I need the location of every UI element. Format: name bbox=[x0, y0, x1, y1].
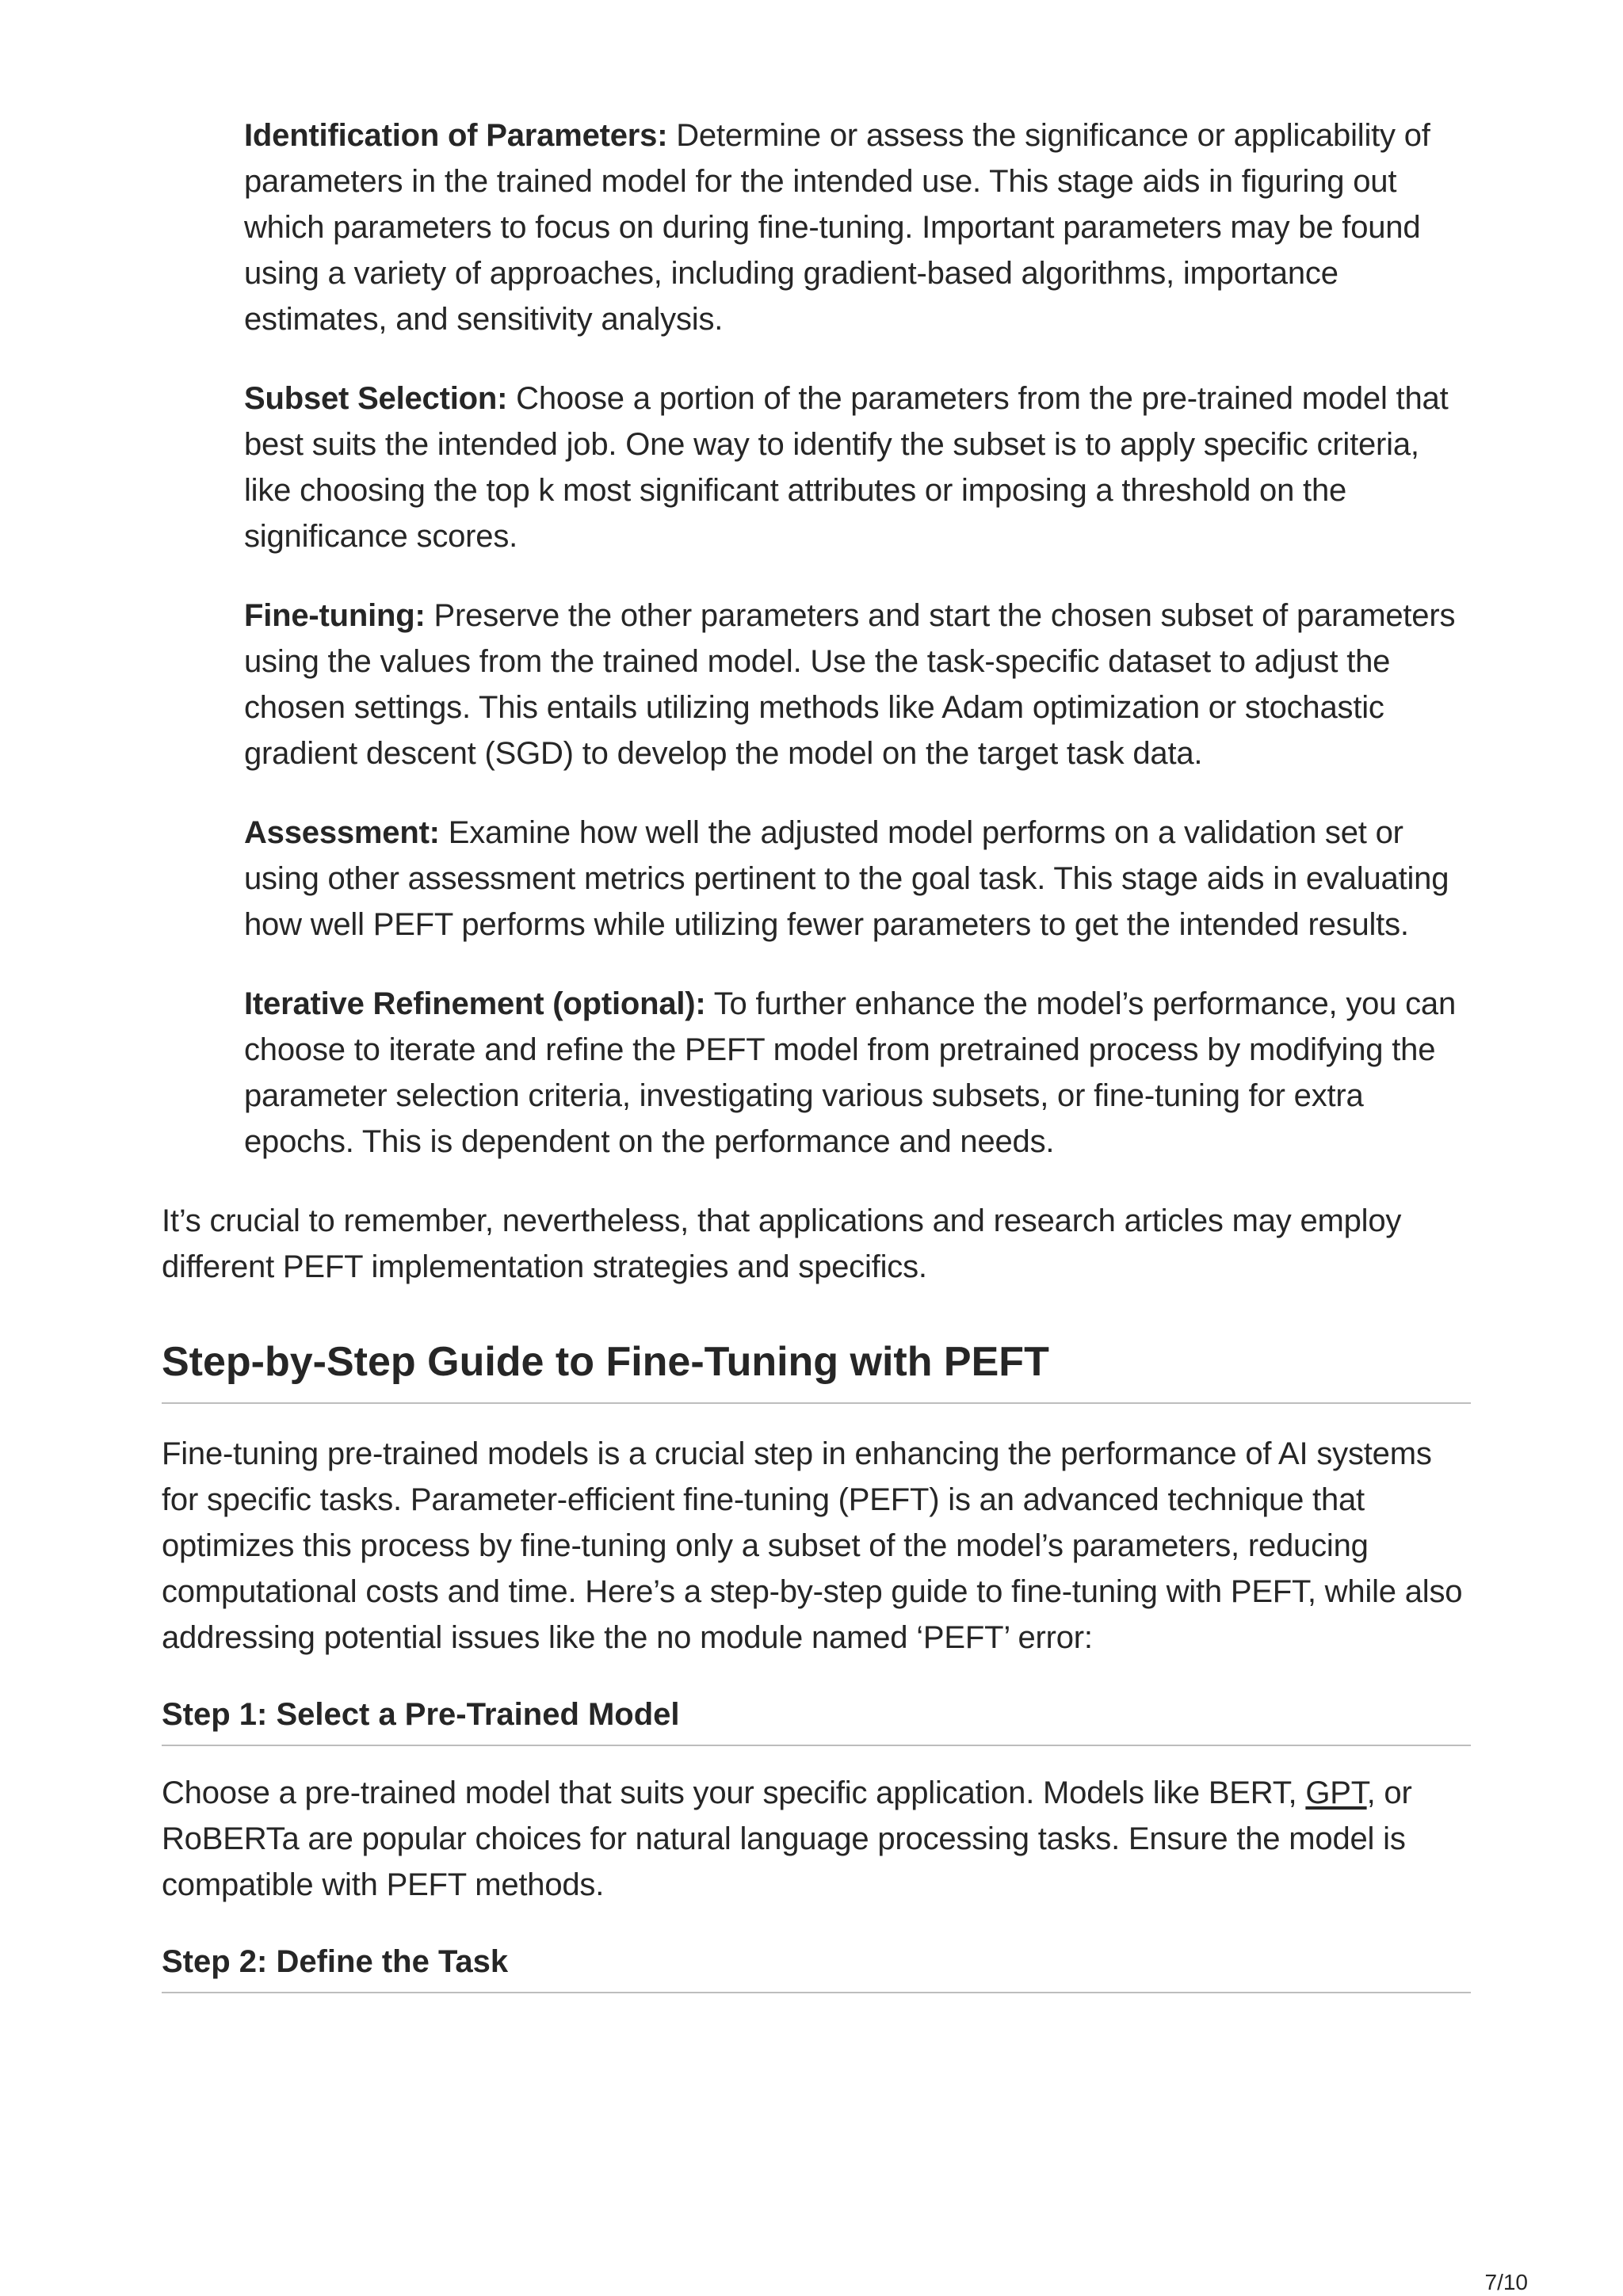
list-item-text: To further enhance the model’s performance, you can choose to iterate and refine the PEFT model from pretrained process by modifying the parameter selection criteria, investigating various subsets, or fine-tuning for extra epochs. This is dependent on the performance and needs. bbox=[244, 986, 1457, 1159]
list-item-term: Assessment: bbox=[244, 815, 440, 850]
list-item-text: Preserve the other parameters and start the chosen subset of parameters using the values from the trained model. Use the task-specific dataset to adjust the chosen settings. This entails utilizing methods like Adam optimization or stochastic gradient descent (SGD) to develop the model on the target task data. bbox=[244, 598, 1456, 771]
note-paragraph: It’s crucial to remember, nevertheless, that applications and research articles may employ different PEFT implementation strategies and specifics. bbox=[162, 1203, 1402, 1284]
list-item bbox=[244, 376, 1471, 559]
list-item-term: Subset Selection: bbox=[244, 381, 508, 416]
list-item-term: Fine-tuning: bbox=[244, 598, 426, 633]
step-2-heading: Step 2: Define the Task bbox=[162, 1941, 1471, 1993]
step-1-heading: Step 1: Select a Pre-Trained Model bbox=[162, 1694, 1471, 1746]
step-1-text-after-link: , or RoBERTa are popular choices for natural language processing tasks. Ensure the model is compatible with PEFT methods. bbox=[162, 1775, 1412, 1902]
list-item-text: Examine how well the adjusted model performs on a validation set or using other assessment metrics pertinent to the goal task. This stage aids in evaluating how well PEFT performs while utilizing fewer parameters to get the intended results. bbox=[244, 815, 1449, 942]
list-item bbox=[244, 981, 1471, 1165]
gpt-link[interactable]: GPT bbox=[1305, 1775, 1367, 1810]
step-1-text-before-link: Choose a pre-trained model that suits your specific application. Models like BERT, bbox=[162, 1775, 1306, 1810]
section-intro: Fine-tuning pre-trained models is a crucial step in enhancing the performance of AI systems for specific tasks. Parameter-efficient fine-tuning (PEFT) is an advanced technique that optimizes this process by fine-tuning only a subset of the model’s parameters, reducing computational costs and time. Here’s a step-by-step guide to fine-tuning with PEFT, while also addressing potential issues like the no module named ‘PEFT’ error: bbox=[162, 1436, 1463, 1655]
peft-steps-list bbox=[244, 113, 1471, 1165]
step-1-text bbox=[162, 1770, 1471, 1908]
list-item-term: Identification of Parameters: bbox=[244, 118, 668, 153]
list-item bbox=[244, 113, 1471, 342]
list-item bbox=[244, 593, 1471, 776]
section-heading: Step-by-Step Guide to Fine-Tuning with PEFT bbox=[162, 1337, 1471, 1404]
list-item bbox=[244, 810, 1471, 948]
page-number: 7/10 bbox=[1484, 2270, 1528, 2294]
list-item-term: Iterative Refinement (optional): bbox=[244, 986, 706, 1021]
list-item-text: Determine or assess the significance or applicability of parameters in the trained model for the intended use. This stage aids in figuring out which parameters to focus on during fine-tuning. Important parameters may be found using a variety of approaches, including gradient-based algorithms, importance estimates, and sensitivity analysis. bbox=[244, 118, 1430, 337]
article-content bbox=[162, 113, 1471, 2017]
list-item-text: Choose a portion of the parameters from the pre-trained model that best suits the intended job. One way to identify the subset is to apply specific criteria, like choosing the top k most significant attributes or imposing a threshold on the significance scores. bbox=[244, 381, 1449, 554]
